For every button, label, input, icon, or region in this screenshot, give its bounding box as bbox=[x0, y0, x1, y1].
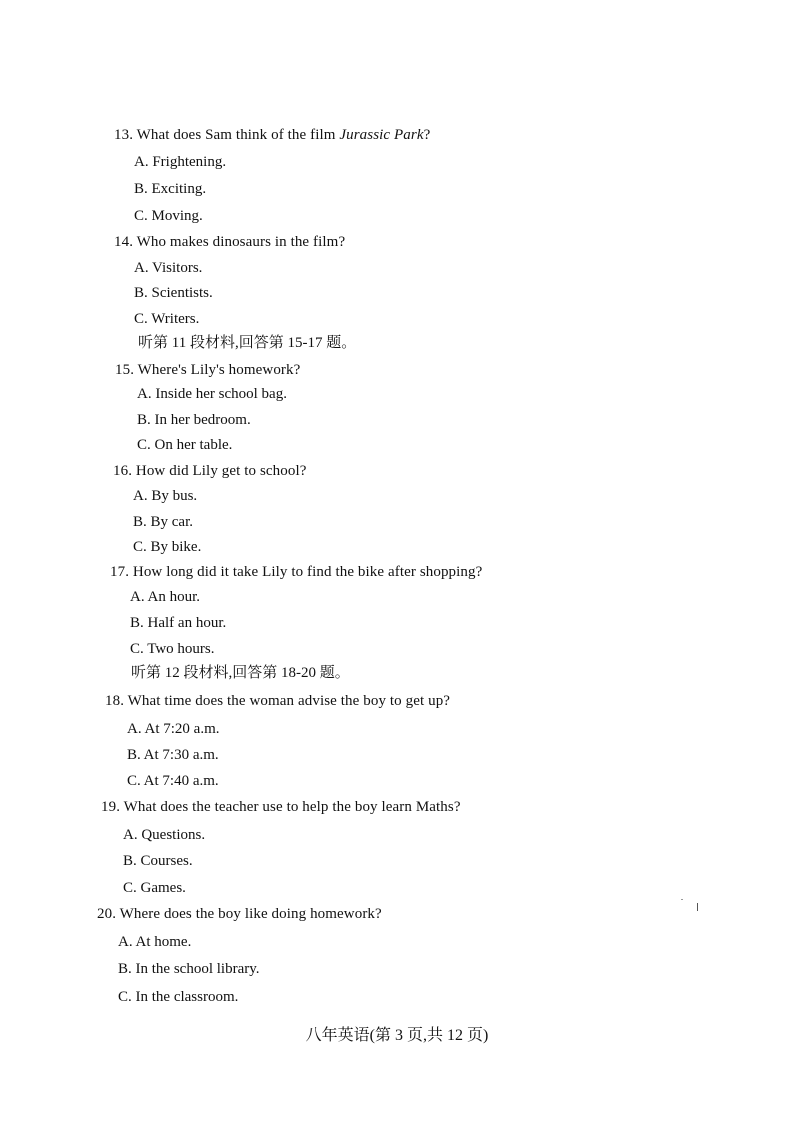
question-20-option-c: C. In the classroom. bbox=[118, 989, 239, 1005]
page-footer: 八年英语(第 3 页,共 12 页) bbox=[305, 1027, 489, 1044]
question-18: 18. What time does the woman advise the boy to get up? bbox=[105, 693, 451, 709]
question-15: 15. Where's Lily's homework? bbox=[115, 362, 301, 378]
question-13-prefix: 13. What does Sam think of the film bbox=[114, 127, 340, 143]
question-15-option-a: A. Inside her school bag. bbox=[137, 386, 287, 402]
question-17: 17. How long did it take Lily to find the bike after shopping? bbox=[110, 564, 483, 580]
section-12-instruction: 听第 12 段材料,回答第 18-20 题。 bbox=[131, 665, 350, 681]
question-18-option-b: B. At 7:30 a.m. bbox=[127, 747, 219, 763]
question-16-option-a: A. By bus. bbox=[133, 488, 198, 504]
question-17-option-a: A. An hour. bbox=[130, 589, 201, 605]
question-14-option-b: B. Scientists. bbox=[134, 285, 213, 301]
question-19-option-b: B. Courses. bbox=[123, 853, 193, 869]
question-16-option-b: B. By car. bbox=[133, 514, 193, 530]
question-16-option-c: C. By bike. bbox=[133, 539, 202, 555]
question-15-option-c: C. On her table. bbox=[137, 437, 233, 453]
section-11-instruction: 听第 11 段材料,回答第 15-17 题。 bbox=[138, 335, 357, 351]
question-13-option-c: C. Moving. bbox=[134, 208, 203, 224]
question-20-option-a: A. At home. bbox=[118, 934, 192, 950]
scan-speck bbox=[697, 903, 698, 911]
question-19: 19. What does the teacher use to help the boy learn Maths? bbox=[101, 799, 461, 815]
question-14-option-a: A. Visitors. bbox=[134, 260, 203, 276]
question-19-option-a: A. Questions. bbox=[123, 827, 206, 843]
question-13-option-a: A. Frightening. bbox=[134, 154, 227, 170]
question-13-option-b: B. Exciting. bbox=[134, 181, 207, 197]
question-17-option-b: B. Half an hour. bbox=[130, 615, 227, 631]
question-16: 16. How did Lily get to school? bbox=[113, 463, 307, 479]
question-19-option-c: C. Games. bbox=[123, 880, 186, 896]
question-13-film-title: Jurassic Park bbox=[339, 127, 424, 143]
question-20-option-b: B. In the school library. bbox=[118, 961, 260, 977]
question-18-option-c: C. At 7:40 a.m. bbox=[127, 773, 219, 789]
question-15-option-b: B. In her bedroom. bbox=[137, 412, 251, 428]
scan-speck bbox=[681, 899, 683, 900]
question-18-option-a: A. At 7:20 a.m. bbox=[127, 721, 220, 737]
question-13-suffix: ? bbox=[423, 127, 431, 143]
question-14-option-c: C. Writers. bbox=[134, 311, 200, 327]
question-13 bbox=[114, 126, 430, 144]
question-17-option-c: C. Two hours. bbox=[130, 641, 215, 657]
question-20: 20. Where does the boy like doing homework? bbox=[97, 906, 382, 922]
question-14: 14. Who makes dinosaurs in the film? bbox=[114, 234, 346, 250]
